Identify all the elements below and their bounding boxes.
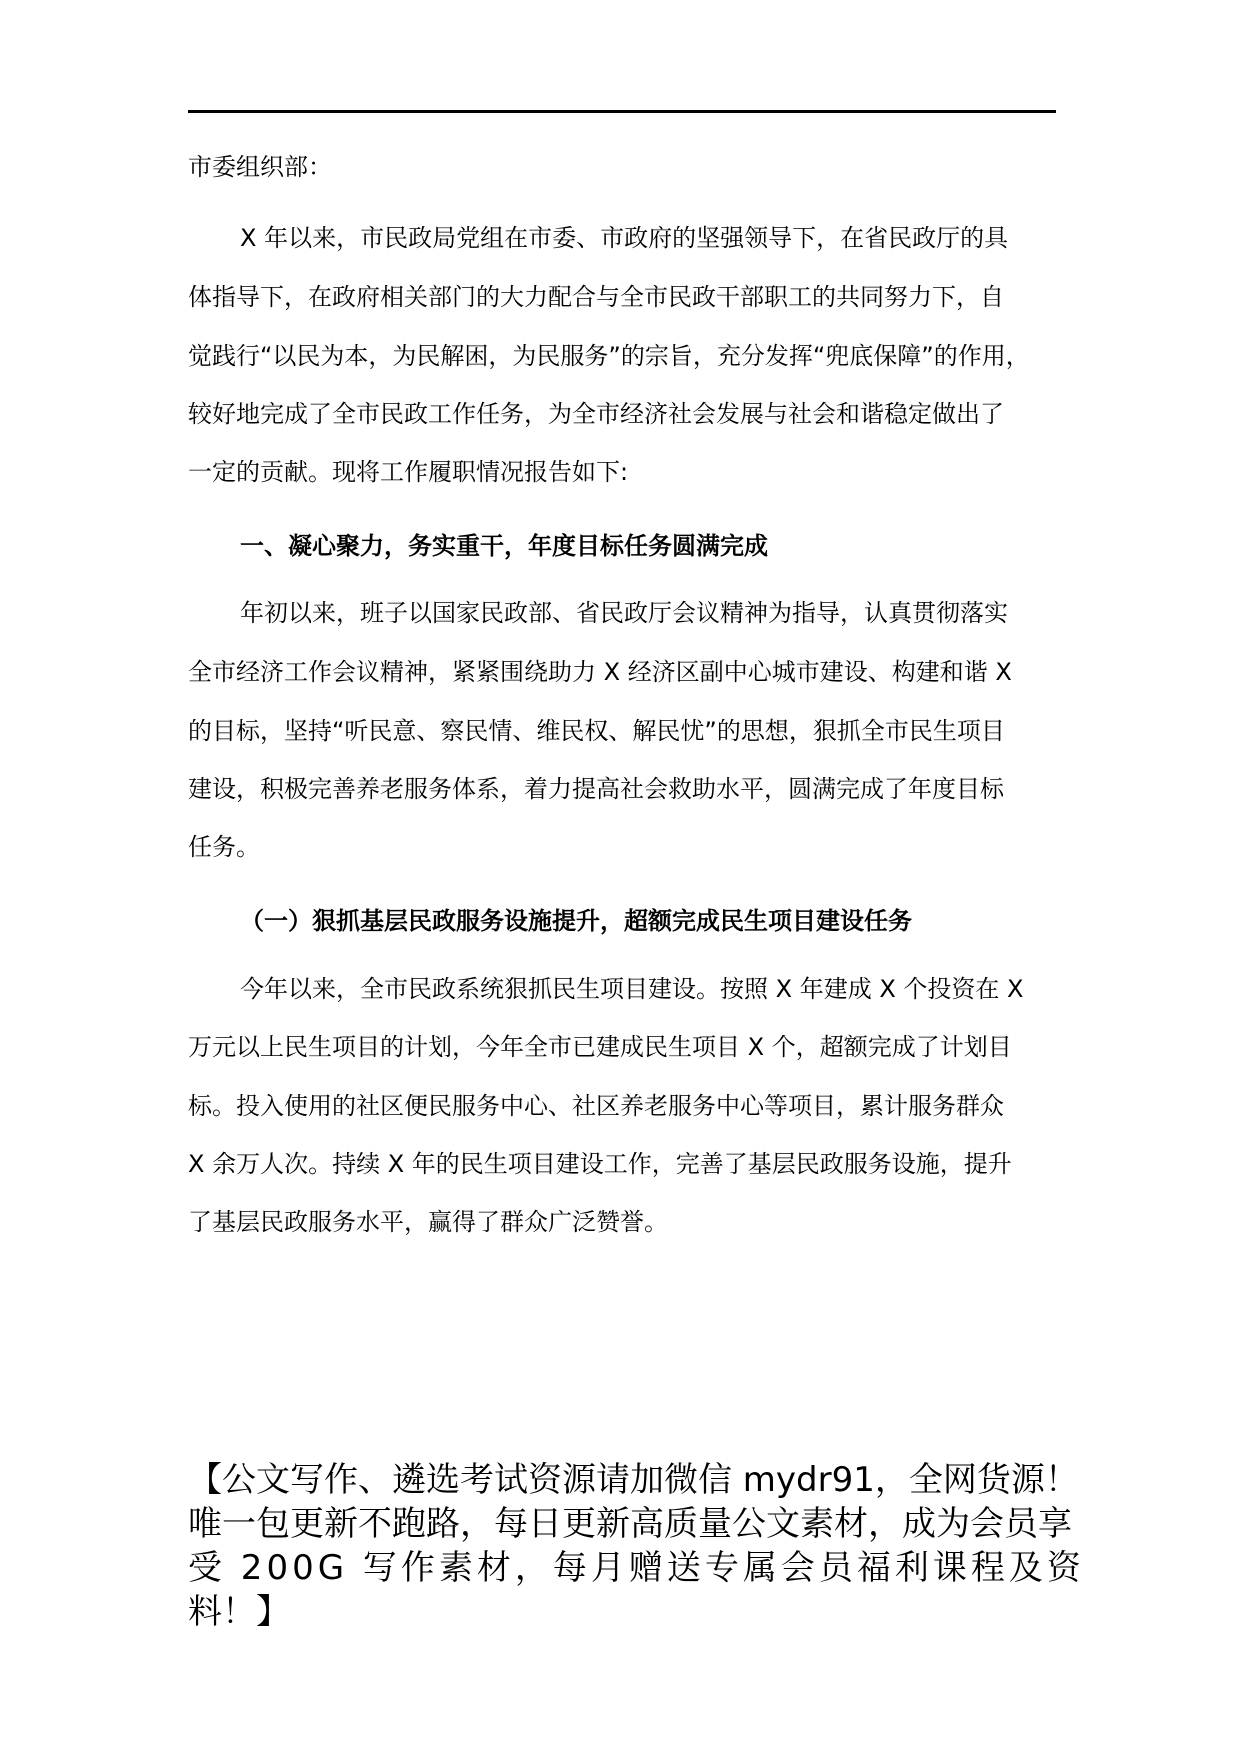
promo-line: 【公文写作、遴选考试资源请加微信 mydr91，全网货源！ (188, 1460, 1079, 1500)
section-line: 全市经济工作会议精神，紧紧围绕助力 X 经济区副中心城市建设、构建和谐 X (188, 658, 1012, 686)
section-line: 建设，积极完善养老服务体系，着力提高社会救助水平，圆满完成了年度目标 (188, 775, 1004, 803)
section-line: 的目标，坚持“听民意、察民情、维民权、解民忧”的思想，狠抓全市民生项目 (188, 717, 1005, 745)
intro-line: X 年以来，市民政局党组在市委、市政府的坚强领导下，在省民政厅的具 (240, 224, 1009, 252)
section-line: 任务。 (188, 833, 260, 861)
salutation: 市委组织部： (188, 153, 332, 181)
header-rule (188, 110, 1056, 113)
promo-line: 唯一包更新不跑路，每日更新高质量公文素材，成为会员享 (188, 1504, 1072, 1544)
subsection-line: 今年以来，全市民政系统狠抓民生项目建设。按照 X 年建成 X 个投资在 X (240, 975, 1024, 1003)
promo-notice (188, 1458, 1088, 1634)
subsection-line: X 余万人次。持续 X 年的民生项目建设工作，完善了基层民政服务设施，提升 (188, 1150, 1012, 1178)
subsection-line: 了基层民政服务水平，赢得了群众广泛赞誉。 (188, 1208, 668, 1236)
intro-line: 体指导下，在政府相关部门的大力配合与全市民政干部职工的共同努力下，自 (188, 283, 1004, 311)
intro-line: 觉践行“以民为本，为民解困，为民服务”的宗旨，充分发挥“兜底保障”的作用， (188, 342, 1030, 370)
subsection-line: 万元以上民生项目的计划，今年全市已建成民生项目 X 个，超额完成了计划目 (188, 1033, 1012, 1061)
section-line: 年初以来，班子以国家民政部、省民政厅会议精神为指导，认真贯彻落实 (240, 599, 1008, 627)
subsection-line: 标。投入使用的社区便民服务中心、社区养老服务中心等项目，累计服务群众 (188, 1092, 1004, 1120)
subsection-heading: （一）狠抓基层民政服务设施提升，超额完成民生项目建设任务 (240, 907, 912, 935)
intro-line: 较好地完成了全市民政工作任务，为全市经济社会发展与社会和谐稳定做出了 (188, 400, 1004, 428)
promo-line: 受 200G 写作素材，每月赠送专属会员福利课程及资 (188, 1548, 1085, 1588)
promo-line: 料！】 (188, 1592, 290, 1632)
section-heading: 一、凝心聚力，务实重干，年度目标任务圆满完成 (240, 532, 768, 560)
intro-line: 一定的贡献。现将工作履职情况报告如下: (188, 458, 629, 486)
